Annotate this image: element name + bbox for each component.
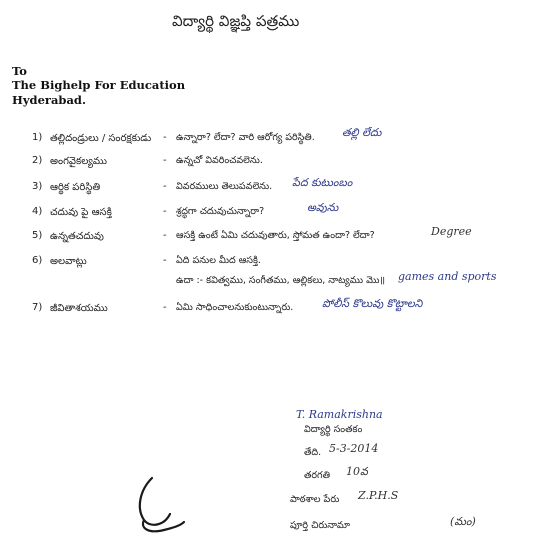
item-dash: - (163, 155, 167, 166)
class-label: తరగతి (304, 470, 330, 481)
signature-caption: విద్యార్థి సంతకం (304, 424, 363, 435)
hobbies-prompt: ఉదా :- కవిత్వము, సంగీతము, ఆల్లికలు, నాట్యము మొ॥ (176, 275, 386, 286)
item-label: చదువు పై ఆసక్తి (50, 207, 112, 218)
item-label: అంగవైకల్యము (50, 156, 107, 167)
item-dash: - (163, 181, 167, 192)
item-answer: పేద కుటుంబం (292, 176, 353, 189)
item-dash: - (163, 230, 167, 241)
item-number: 1) (32, 132, 43, 143)
address-label: పూర్తి చిరునామా (290, 520, 350, 531)
item-answer: అవును (307, 201, 339, 214)
item-prompt: ఏమి సాధించాలనుకుంటున్నారు. (176, 302, 294, 313)
signature-scribble (130, 470, 190, 540)
document-title: విద్యార్థి విజ్ఞప్తి పత్రము (172, 12, 300, 30)
hobbies-answer: games and sports (398, 270, 497, 283)
item-dash: - (163, 132, 167, 143)
item-dash: - (163, 302, 167, 313)
class-value: 10వ (346, 465, 368, 478)
address-line-city: Hyderabad. (12, 93, 86, 107)
item-prompt: ఉన్నచో వివరించవలెను. (176, 155, 263, 166)
item-answer: Degree (431, 225, 472, 238)
item-dash: - (163, 206, 167, 217)
item-label: జీవితాశయము (50, 303, 108, 314)
item-label: ఉన్నతచదువు (50, 231, 104, 242)
item-number: 4) (32, 206, 43, 217)
item-answer: తల్లి లేదు (342, 126, 382, 139)
date-label: తేది. (304, 447, 322, 458)
item-label: తల్లిదండ్రులు / సంరక్షకుడు (50, 133, 152, 144)
student-name: T. Ramakrishna (296, 408, 383, 421)
item-prompt: శ్రద్ధగా చదువుచున్నారా? (176, 206, 265, 217)
school-value: Z.P.H.S (358, 489, 399, 502)
item-label: అలవాట్లు (50, 256, 87, 267)
item-number: 2) (32, 155, 43, 166)
item-prompt: ఏది పనుల మీద ఆసక్తి. (176, 255, 261, 266)
school-label: పాఠశాల పేరు (290, 494, 340, 505)
item-label: ఆర్థిక పరిస్థితి (50, 182, 101, 193)
item-prompt: ఆసక్తి ఉంటే ఏమి చదువుతారు, స్తోమత ఉందా? లేదా? (176, 230, 375, 241)
item-number: 5) (32, 230, 43, 241)
item-number: 6) (32, 255, 43, 266)
item-number: 7) (32, 302, 43, 313)
item-number: 3) (32, 181, 43, 192)
address-value: (మం) (450, 515, 476, 528)
address-line-to: To (12, 64, 27, 78)
date-value: 5-3-2014 (329, 442, 379, 455)
address-line-org: The Bighelp For Education (12, 78, 186, 92)
item-prompt: ఉన్నారా? లేదా? వారి ఆరోగ్య పరిస్థితి. (176, 132, 315, 143)
item-dash: - (163, 255, 167, 266)
item-answer: పోలీస్ కొలువు కొట్టాలని (322, 297, 423, 310)
item-prompt: వివరములు తెలుపవలెను. (176, 181, 273, 192)
